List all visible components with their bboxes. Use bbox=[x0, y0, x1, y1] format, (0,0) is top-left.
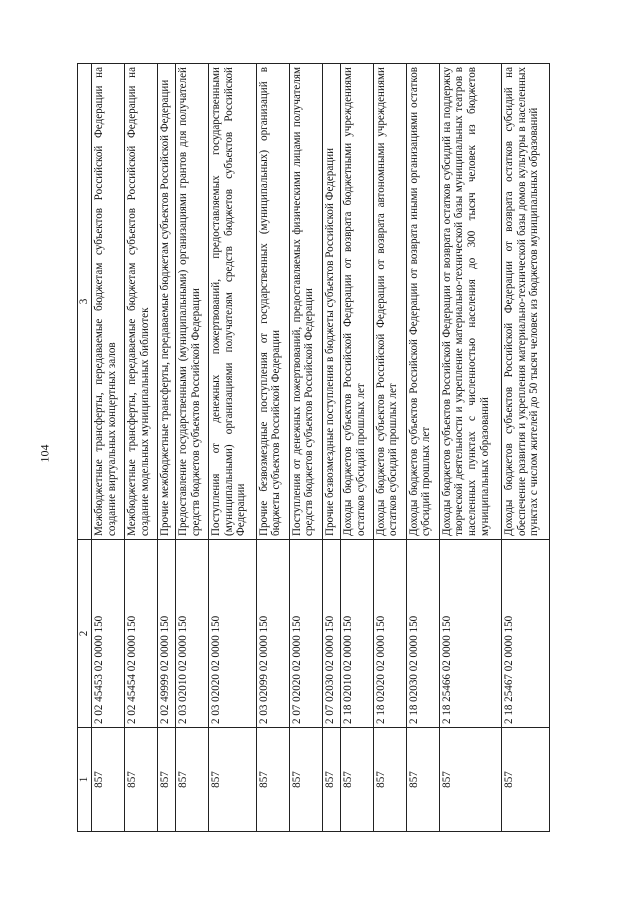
header-col-2: 2 bbox=[78, 540, 92, 728]
table-row bbox=[92, 64, 125, 832]
table-row bbox=[157, 64, 175, 832]
description-cell: Прочие межбюджетные трансферты, передаваемые бюджетам субъектов Российской Федерации bbox=[157, 64, 175, 540]
table-body bbox=[78, 64, 550, 832]
budget-code-cell: 2 03 02010 02 0000 150 bbox=[176, 540, 209, 728]
description-cell: Межбюджетные трансферты, передаваемые бюджетам субъектов Российской Федерации на создание модельных муниципальных библиотек bbox=[124, 64, 157, 540]
description-cell: Доходы бюджетов субъектов Российской Федерации от возврата автономными учреждениями остатков субсидий прошлых лет bbox=[373, 64, 406, 540]
table-row bbox=[373, 64, 406, 832]
admin-code-cell: 857 bbox=[373, 728, 406, 832]
budget-code-cell: 2 03 02020 02 0000 150 bbox=[209, 540, 257, 728]
description-cell: Доходы бюджетов субъектов Российской Федерации от возврата остатков субсидий на поддержку творческой деятельности и укрепление материально-технической базы муниципальных театров в населенных пунктах с численностью населения до 300 тысяч человек из бюджетов муниципальных образований bbox=[439, 64, 501, 540]
description-cell: Поступления от денежных пожертвований, предоставляемых физическими лицами получателям средств бюджетов субъектов Российской Федерации bbox=[289, 64, 322, 540]
admin-code-cell: 857 bbox=[406, 728, 439, 832]
budget-code-cell: 2 18 25467 02 0000 150 bbox=[502, 540, 550, 728]
table-row bbox=[322, 64, 340, 832]
budget-code-cell: 2 02 49999 02 0000 150 bbox=[157, 540, 175, 728]
budget-code-cell: 2 18 02010 02 0000 150 bbox=[340, 540, 373, 728]
admin-code-cell: 857 bbox=[124, 728, 157, 832]
table-row bbox=[176, 64, 209, 832]
description-cell: Прочие безвозмездные поступления от государственных (муниципальных) организаций в бюджеты субъектов Российской Федерации bbox=[256, 64, 289, 540]
header-col-3: 3 bbox=[78, 64, 92, 540]
table-row bbox=[209, 64, 257, 832]
admin-code-cell: 857 bbox=[157, 728, 175, 832]
admin-code-cell: 857 bbox=[439, 728, 501, 832]
admin-code-cell: 857 bbox=[92, 728, 125, 832]
header-col-1: 1 bbox=[78, 728, 92, 832]
budget-code-cell: 2 02 45453 02 0000 150 bbox=[92, 540, 125, 728]
admin-code-cell: 857 bbox=[322, 728, 340, 832]
budget-code-cell: 2 18 25466 02 0000 150 bbox=[439, 540, 501, 728]
admin-code-cell: 857 bbox=[176, 728, 209, 832]
budget-code-cell: 2 18 02030 02 0000 150 bbox=[406, 540, 439, 728]
table-row bbox=[439, 64, 501, 832]
budget-code-cell: 2 07 02020 02 0000 150 bbox=[289, 540, 322, 728]
budget-code-cell: 2 07 02030 02 0000 150 bbox=[322, 540, 340, 728]
admin-code-cell: 857 bbox=[256, 728, 289, 832]
admin-code-cell: 857 bbox=[502, 728, 550, 832]
table-row bbox=[289, 64, 322, 832]
admin-code-cell: 857 bbox=[209, 728, 257, 832]
table-row bbox=[340, 64, 373, 832]
budget-code-cell: 2 18 02020 02 0000 150 bbox=[373, 540, 406, 728]
table-header-row bbox=[78, 64, 92, 832]
description-cell: Доходы бюджетов субъектов Российской Федерации от возврата иными организациями остатков субсидий прошлых лет bbox=[406, 64, 439, 540]
budget-code-cell: 2 03 02099 02 0000 150 bbox=[256, 540, 289, 728]
description-cell: Поступления от денежных пожертвований, предоставляемых государственными (муниципальными) организациями получателям средств бюджетов субъектов Российской Федерации bbox=[209, 64, 257, 540]
admin-code-cell: 857 bbox=[340, 728, 373, 832]
page-number: 104 bbox=[37, 444, 52, 463]
description-cell: Межбюджетные трансферты, передаваемые бюджетам субъектов Российской Федерации на создание виртуальных концертных залов bbox=[92, 64, 125, 540]
budget-code-cell: 2 02 45454 02 0000 150 bbox=[124, 540, 157, 728]
description-cell: Доходы бюджетов субъектов Российской Федерации от возврата бюджетными учреждениями остатков субсидий прошлых лет bbox=[340, 64, 373, 540]
table-row bbox=[406, 64, 439, 832]
description-cell: Прочие безвозмездные поступления в бюджеты субъектов Российской Федерации bbox=[322, 64, 340, 540]
table-row bbox=[256, 64, 289, 832]
description-cell: Доходы бюджетов субъектов Российской Федерации от возврата остатков субсидий на обеспечение развития и укрепления материально-технической базы домов культуры в населенных пунктах с числом жителей до 50 тысяч человек из бюджетов муниципальных образований bbox=[502, 64, 550, 540]
description-cell: Предоставление государственными (муниципальными) организациями грантов для получателей средств бюджетов субъектов Российской Федерации bbox=[176, 64, 209, 540]
table-row bbox=[502, 64, 550, 832]
admin-code-cell: 857 bbox=[289, 728, 322, 832]
budget-codes-table bbox=[77, 63, 550, 832]
rotated-table-wrapper bbox=[77, 64, 550, 832]
table-row bbox=[124, 64, 157, 832]
